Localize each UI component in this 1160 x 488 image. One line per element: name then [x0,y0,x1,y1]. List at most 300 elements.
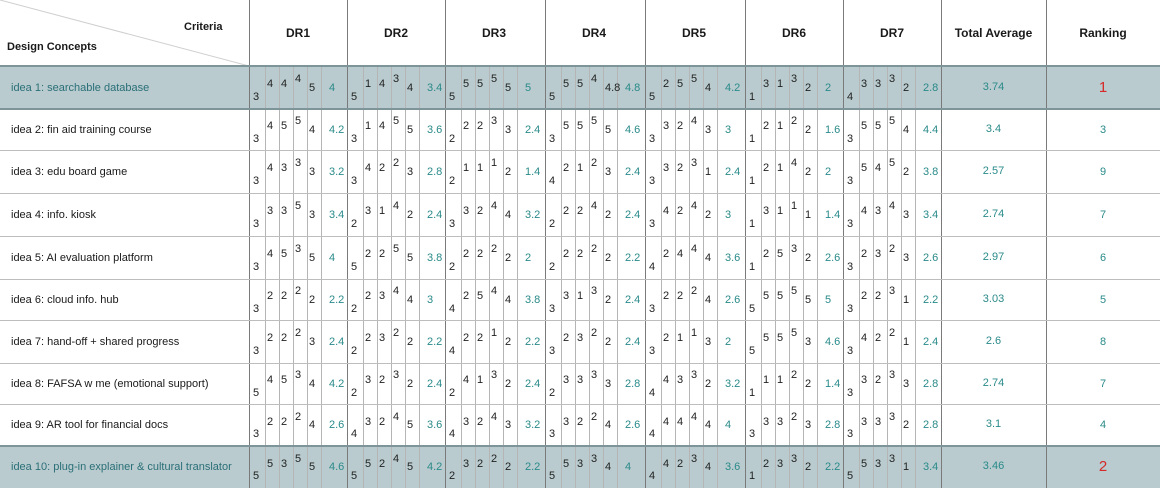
ranking-value: 5 [1099,293,1107,306]
rating-score: 2 [563,205,570,218]
rating-score: 2 [407,377,414,390]
diagonal-line [0,0,249,66]
rating-score: 5 [253,386,260,399]
rating-score: 4 [705,251,712,264]
rating-score: 3 [549,302,556,315]
rating-score: 5 [577,78,584,91]
rating-score: 2 [591,242,598,255]
rating-score: 3 [393,72,400,85]
rating-score: 3 [463,457,470,470]
rating-score: 3 [549,428,556,441]
rating-score: 3 [889,72,896,85]
rating-score: 2 [605,335,612,348]
score-divider [915,66,916,488]
dr-average: 3.8 [923,165,939,178]
dr-average: 4.2 [329,123,345,136]
rating-score: 5 [449,90,456,103]
rating-score: 3 [847,428,854,441]
rating-score: 5 [295,115,302,128]
rating-score: 5 [477,290,484,303]
rating-score: 5 [351,470,358,483]
total-average-value: 2.97 [982,250,1005,263]
rating-score: 4 [663,415,670,428]
rating-score: 4 [691,410,698,423]
rating-score: 4 [663,205,670,218]
rating-score: 5 [861,162,868,175]
rating-score: 2 [449,174,456,187]
dr-average: 2 [725,335,732,348]
score-divider [817,66,818,488]
rating-score: 3 [691,452,698,465]
dr-average: 2.8 [625,377,641,390]
dr-average: 4 [725,419,732,431]
dr-average: 4.6 [625,123,641,136]
rating-score: 3 [691,156,698,169]
rating-score: 5 [281,248,288,261]
rating-score: 2 [351,302,358,315]
rating-score: 2 [491,452,498,465]
rating-score: 4 [393,285,400,298]
dr-average: 3.6 [427,419,443,431]
rating-score: 2 [577,205,584,218]
rating-score: 5 [691,72,698,85]
ranking-header: Ranking [1079,26,1127,40]
rating-score: 5 [281,120,288,133]
rating-score: 4 [463,374,470,387]
rating-score: 4 [861,205,868,218]
dr-average: 3.8 [525,293,541,306]
dr-average: 3.4 [923,461,939,473]
rating-score: 4 [379,120,386,133]
rating-score: 2 [591,326,598,339]
total-average-value: 3.4 [985,122,1002,135]
rating-score: 4 [663,457,670,470]
rating-score: 4 [491,285,498,298]
rating-score: 2 [393,156,400,169]
rating-score: 3 [253,302,260,315]
rating-score: 1 [577,162,584,175]
rating-score: 5 [281,374,288,387]
rating-score: 1 [365,78,372,91]
score-divider [717,66,718,488]
rating-score: 3 [861,415,868,428]
rating-score: 3 [281,162,288,175]
rating-score: 2 [591,410,598,423]
rating-score: 3 [253,344,260,357]
rating-score: 2 [449,132,456,145]
rating-score: 5 [393,242,400,255]
rating-score: 4 [267,162,274,175]
rating-score: 2 [577,415,584,428]
rating-score: 3 [705,123,712,136]
dr-average: 3 [427,293,434,306]
rating-score: 2 [875,332,882,345]
rating-score: 3 [295,242,302,255]
dr-header: DR3 [481,26,506,40]
rating-score: 2 [365,290,372,303]
rating-score: 2 [309,293,316,306]
rating-score: 3 [663,162,670,175]
rating-score: 2 [505,335,512,348]
rating-score: 5 [889,156,896,169]
score-divider [377,66,378,488]
dr-average: 2.2 [525,461,541,473]
rating-score: 3 [549,132,556,145]
rating-score: 2 [463,332,470,345]
dr-average: 3.2 [329,165,345,178]
rating-score: 5 [791,326,798,339]
rating-score: 2 [463,120,470,133]
rating-score: 4 [903,123,910,136]
total-average-value: 3.1 [985,418,1002,430]
dr-average: 4 [329,251,336,264]
design-concept-label: idea 2: fin aid training course [11,123,152,136]
rating-score: 4 [309,377,316,390]
rating-score: 3 [791,242,798,255]
rating-score: 5 [253,470,260,483]
rating-score: 3 [889,410,896,423]
rating-score: 3 [549,344,556,357]
rating-score: 4 [791,156,798,169]
rating-score: 2 [379,457,386,470]
rating-score: 2 [861,290,868,303]
score-divider [307,66,308,488]
score-divider [517,66,518,488]
rating-score: 5 [549,470,556,483]
rating-score: 5 [563,457,570,470]
score-divider [575,66,576,488]
column-divider [843,0,844,488]
rating-score: 3 [875,205,882,218]
rating-score: 2 [463,248,470,261]
criteria-header: Criteria [184,21,223,33]
rating-score: 1 [805,208,812,221]
score-divider [789,66,790,488]
rating-score: 4 [393,452,400,465]
rating-score: 2 [407,208,414,221]
rating-score: 3 [463,205,470,218]
score-divider [461,66,462,488]
rating-score: 3 [847,386,854,399]
rating-score: 4 [407,81,414,94]
rating-score: 5 [861,120,868,133]
score-divider [887,66,888,488]
column-divider [249,0,250,488]
rating-score: 5 [407,461,414,473]
rating-score: 2 [677,162,684,175]
rating-score: 5 [351,90,358,103]
rating-score: 2 [861,248,868,261]
rating-score: 3 [505,419,512,431]
rating-score: 4 [705,461,712,473]
rating-score: 4 [649,260,656,273]
rating-score: 2 [563,162,570,175]
dr-average: 4 [625,461,632,473]
rating-score: 3 [253,174,260,187]
rating-score: 2 [351,217,358,230]
rating-score: 3 [847,174,854,187]
score-divider [859,66,860,488]
rating-score: 2 [875,290,882,303]
dr-average: 1.6 [825,123,841,136]
row-divider [0,404,1160,405]
dr-average: 2.4 [625,165,641,178]
column-divider [445,0,446,488]
dr-average: 1.4 [525,165,541,178]
rating-score: 3 [449,217,456,230]
rating-score: 4 [449,428,456,441]
rating-score: 4 [393,410,400,423]
rating-score: 2 [677,120,684,133]
score-divider [363,66,364,488]
dr-average: 2 [525,251,532,264]
rating-score: 3 [889,285,896,298]
rating-score: 5 [505,81,512,94]
rating-score: 4 [295,72,302,85]
rating-score: 2 [875,374,882,387]
rating-score: 1 [749,386,756,399]
rating-score: 3 [253,260,260,273]
rating-score: 2 [379,374,386,387]
rating-score: 1 [749,260,756,273]
rating-score: 2 [477,248,484,261]
rating-score: 1 [763,374,770,387]
rating-score: 3 [889,452,896,465]
rating-score: 2 [903,165,910,178]
design-concept-label: idea 3: edu board game [11,165,128,178]
rating-score: 2 [477,415,484,428]
rating-score: 2 [889,242,896,255]
rating-score: 4 [267,120,274,133]
rating-score: 4 [677,248,684,261]
rating-score: 2 [281,415,288,428]
rating-score: 3 [577,457,584,470]
dr-header: DR4 [581,26,606,40]
rating-score: 4 [861,332,868,345]
rating-score: 4 [449,302,456,315]
rating-score: 3 [649,132,656,145]
design-concept-label: idea 1: searchable database [11,81,150,94]
dr-header: DR6 [781,26,806,40]
rating-score: 2 [505,165,512,178]
rating-score: 4 [309,123,316,136]
rating-score: 3 [847,302,854,315]
dr-average: 2.4 [427,377,443,390]
row-divider [0,236,1160,237]
design-concepts-header: Design Concepts [7,41,97,53]
rating-score: 2 [351,386,358,399]
column-divider [941,0,942,488]
dr-average: 5 [525,81,532,94]
rating-score: 3 [591,369,598,382]
rating-score: 1 [705,165,712,178]
rating-score: 4 [491,410,498,423]
rating-score: 4 [591,72,598,85]
rating-score: 1 [777,78,784,91]
rating-score: 4 [365,162,372,175]
rating-score: 5 [563,120,570,133]
rating-score: 2 [691,285,698,298]
rating-score: 4 [705,81,712,94]
rating-score: 4 [309,419,316,431]
rating-score: 2 [379,248,386,261]
rating-score: 5 [889,115,896,128]
score-divider [661,66,662,488]
rating-score: 3 [763,205,770,218]
score-divider [279,66,280,488]
rating-score: 3 [763,415,770,428]
dr-average: 2.8 [427,165,443,178]
rating-score: 2 [805,165,812,178]
rating-score: 5 [563,78,570,91]
rating-score: 5 [777,248,784,261]
dr-average: 3.6 [725,461,741,473]
design-concept-label: idea 10: plug-in explainer & cultural translator [11,461,232,473]
rating-score: 2 [791,115,798,128]
rating-score: 5 [393,115,400,128]
rating-score: 5 [491,72,498,85]
dr-average: 4.2 [329,377,345,390]
ranking-value: 4 [1099,419,1107,431]
design-concept-label: idea 7: hand-off + shared progress [11,335,180,348]
rating-score: 2 [477,332,484,345]
rating-score: 5 [649,90,656,103]
score-divider [689,66,690,488]
rating-score: 2 [267,415,274,428]
rating-score: 4 [549,174,556,187]
rating-score: 5 [763,290,770,303]
rating-score: 1 [491,156,498,169]
rating-score: 4 [705,419,712,431]
rating-score: 3 [267,205,274,218]
rating-score: 3 [805,419,812,431]
rating-score: 3 [847,260,854,273]
rating-score: 2 [605,208,612,221]
rating-score: 2 [267,332,274,345]
rating-score: 2 [763,248,770,261]
rating-score: 2 [605,293,612,306]
rating-score: 1 [749,90,756,103]
ranking-value: 3 [1099,123,1107,136]
rating-score: 3 [777,415,784,428]
rating-score: 4 [705,293,712,306]
rating-score: 3 [407,165,414,178]
dr-average: 4 [329,81,336,94]
total-average-header: Total Average [954,26,1033,40]
score-divider [503,66,504,488]
dr-average: 2.4 [525,123,541,136]
dr-average: 3.2 [525,208,541,221]
column-divider [645,0,646,488]
rating-score: 3 [649,302,656,315]
rating-score: 4 [663,374,670,387]
rating-score: 2 [477,457,484,470]
rating-score: 4 [281,78,288,91]
dr-average: 2.2 [625,251,641,264]
row-divider [0,108,1160,110]
dr-average: 4.2 [427,461,443,473]
dr-average: 2.4 [625,335,641,348]
rating-score: 2 [903,419,910,431]
rating-score: 5 [463,78,470,91]
score-divider [405,66,406,488]
rating-score: 5 [777,290,784,303]
dr-average: 4.6 [825,335,841,348]
rating-score: 2 [577,248,584,261]
rating-score: 3 [393,369,400,382]
rating-score: 2 [805,461,812,473]
rating-score: 2 [563,248,570,261]
rating-score: 2 [295,410,302,423]
rating-score: 2 [281,290,288,303]
rating-score: 3 [281,457,288,470]
rating-score: 3 [889,369,896,382]
score-divider [675,66,676,488]
dr-average: 2 [825,165,832,178]
rating-score: 5 [577,120,584,133]
dr-average: 3 [725,208,732,221]
dr-average: 3.2 [525,419,541,431]
rating-score: 3 [577,332,584,345]
rating-score: 3 [309,335,316,348]
rating-score: 2 [281,332,288,345]
rating-score: 5 [861,457,868,470]
rating-score: 3 [847,344,854,357]
rating-score: 2 [663,248,670,261]
dr-average: 2.4 [923,335,939,348]
rating-score: 1 [477,162,484,175]
rating-score: 2 [295,326,302,339]
score-divider [761,66,762,488]
rating-score: 3 [903,377,910,390]
rating-score: 3 [875,248,882,261]
column-divider [347,0,348,488]
ranking-value: 1 [1098,78,1108,96]
score-divider [419,66,420,488]
rating-score: 3 [663,120,670,133]
rating-score: 5 [295,452,302,465]
rating-score: 2 [763,162,770,175]
rating-score: 5 [749,344,756,357]
rating-score: 5 [309,461,316,473]
rating-score: 2 [805,377,812,390]
rating-score: 3 [253,90,260,103]
dr-average: 3.6 [725,251,741,264]
rating-score: 2 [505,461,512,473]
dr-average: 4.4 [923,123,939,136]
rating-score: 3 [649,174,656,187]
rating-score: 2 [351,344,358,357]
score-divider [391,66,392,488]
header-diagonal [0,0,249,66]
rating-score: 5 [847,470,854,483]
rating-score: 2 [605,251,612,264]
dr-average: 3.6 [427,123,443,136]
dr-average: 3.8 [427,251,443,264]
rating-score: 4 [691,199,698,212]
total-average-value: 2.57 [982,164,1005,177]
dr-average: 2.2 [825,461,841,473]
dr-average: 3.2 [725,377,741,390]
row-divider [0,320,1160,321]
rating-score: 3 [491,369,498,382]
dr-average: 3 [725,123,732,136]
rating-score: 3 [491,115,498,128]
dr-average: 2.4 [427,208,443,221]
rating-score: 4 [691,242,698,255]
rating-score: 1 [777,120,784,133]
rating-score: 2 [449,470,456,483]
